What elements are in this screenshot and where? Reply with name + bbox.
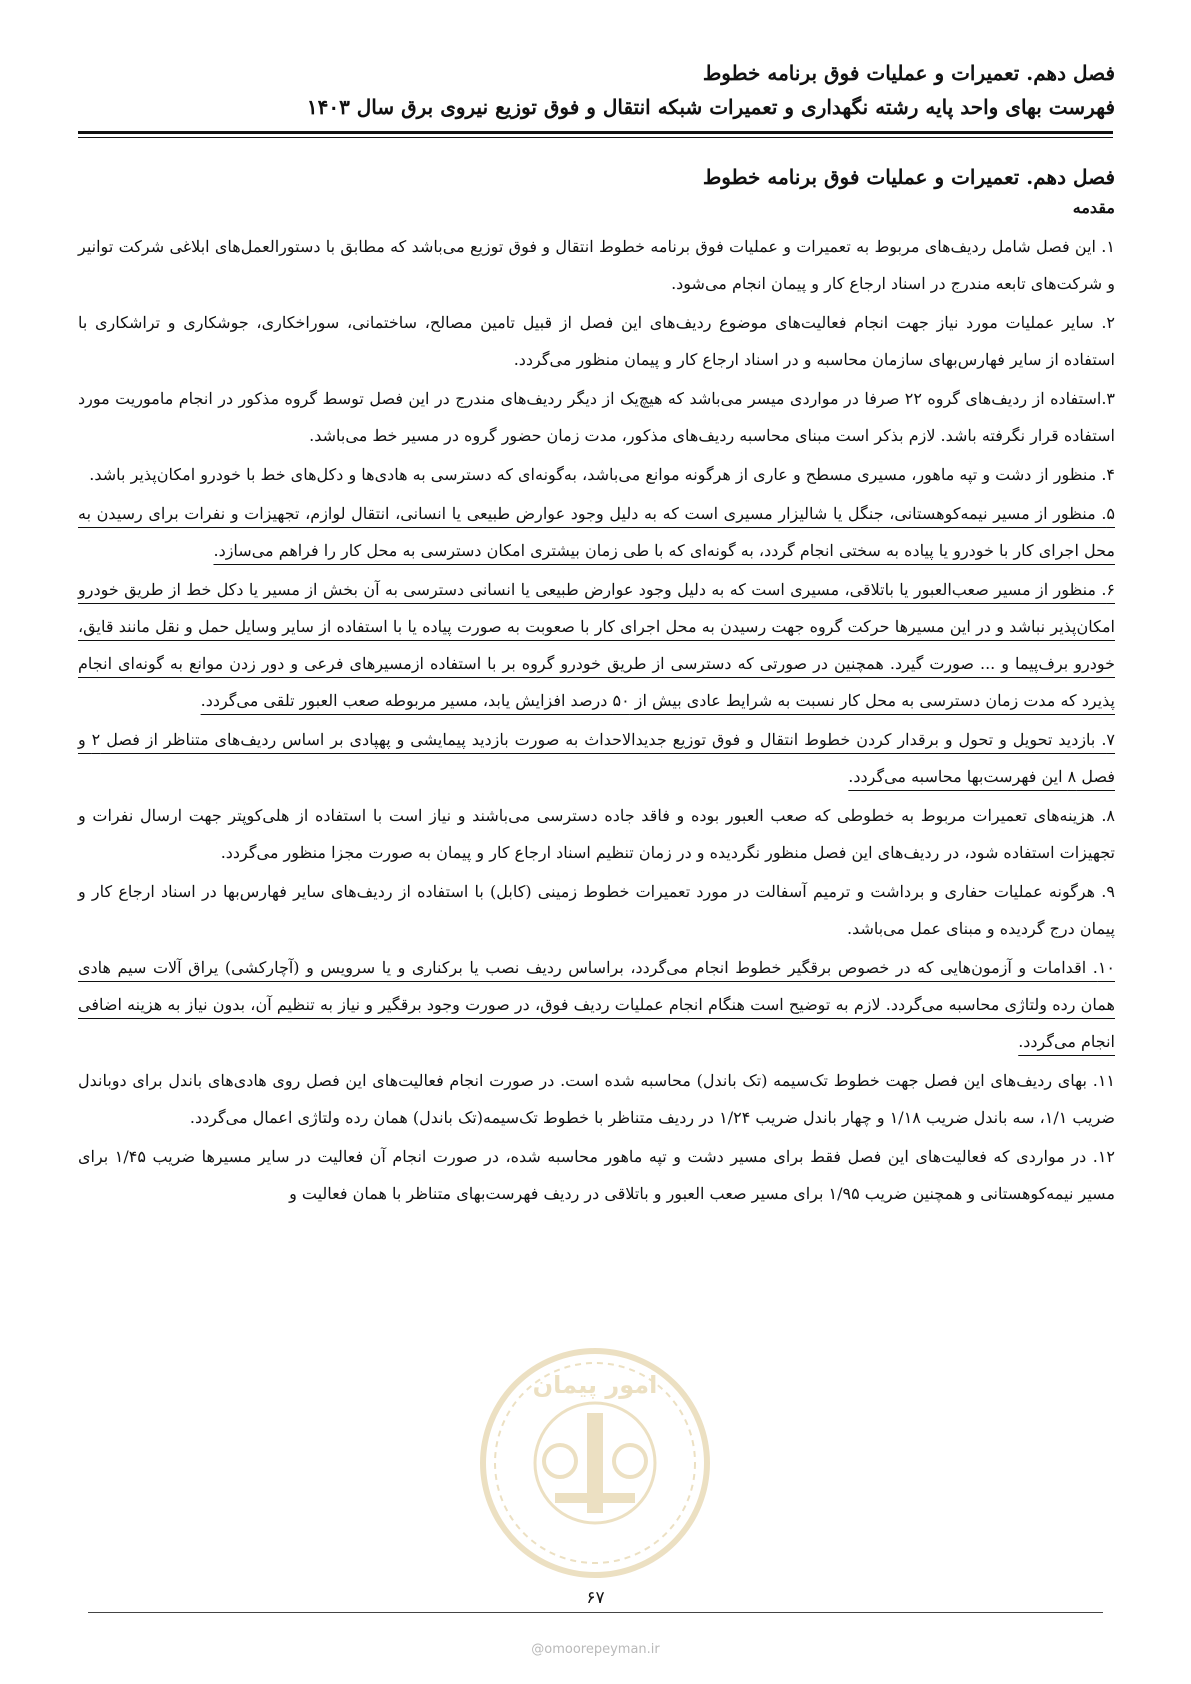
paragraph-7 [78,721,1115,795]
page-number: ۶۷ [586,1588,605,1608]
paragraph-7-text: ۷. بازدید تحویل و تحول و برقدار کردن خطوط انتقال و فوق توزیع جدیدالاحداث به صورت بازدید پیمایشی و پهپادی بر اساس ردیف‌های متناظر از فصل ۲ و فصل ۸ این فهرست‌بها محاسبه می‌گردد. [78,730,1116,786]
header-divider-thin [78,137,1113,138]
paragraph-10 [78,949,1115,1060]
paragraph-3-text: ۳.استفاده از ردیف‌های گروه ۲۲ صرفا در مواردی میسر می‌باشد که هیچ‌یک از دیگر ردیف‌های مندرج در این فصل توسط گروه مذکور در انجام ماموریت مورد استفاده قرار نگرفته باشد. لازم بذکر است مبنای محاسبه ردیف‌های مذکور، مدت زمان حضور گروه در مسیر خط می‌باشد. [78,389,1115,445]
footer-divider [88,1612,1103,1613]
paragraph-6 [78,571,1115,719]
section-title: فصل دهم. تعمیرات و عملیات فوق برنامه خطوط [702,165,1115,189]
paragraph-2-text: ۲. سایر عملیات مورد نیاز جهت انجام فعالیت‌های موضوع ردیف‌های این فصل از قبیل تامین مصالح، ساختمانی، سوراخکاری، جوشکاری و تراشکاری با استفاده از سایر فهارس‌بهای سازمان محاسبه و در اسناد ارجاع کار و پیمان منظور می‌گردد. [78,313,1116,369]
paragraph-3 [78,380,1115,454]
paragraph-4 [78,456,1115,493]
paragraph-10-text: ۱۰. اقدامات و آزمون‌هایی که در خصوص برقگیر خطوط انجام می‌گردد، براساس ردیف نصب یا برکناری و یا سرویس و (آچارکشی) یراق آلات سیم هادی همان رده ولتاژی محاسبه می‌گردد. لازم به توضیح است هنگام انجام عملیات ردیف فوق، در صورت وجود برقگیر و نیاز به تنظیم آن، بدون نیاز به هزینه اضافی انجام می‌گردد. [78,958,1115,1051]
header-chapter-title: فصل دهم. تعمیرات و عملیات فوق برنامه خطوط [702,61,1115,85]
paragraph-1-text: ۱. این فصل شامل ردیف‌های مربوط به تعمیرات و عملیات فوق برنامه خطوط انتقال و فوق توزیع می‌باشد که مطابق با دستورالعمل‌های ابلاغی شرکت توانیر و شرکت‌های تابعه مندرج در اسناد ارجاع کار و پیمان انجام می‌شود. [78,237,1115,293]
paragraph-12-text: ۱۲. در مواردی که فعالیت‌های این فصل فقط برای مسیر دشت و تپه ماهور محاسبه شده، در صورت انجام آن فعالیت در سایر مسیرها ضریب ۱/۴۵ برای مسیر نیمه‌کوهستانی و همچنین ضریب ۱/۹۵ برای مسیر صعب العبور و باتلاقی در ردیف فهرست‌بهای متناظر با همان فعالیت و [78,1147,1116,1203]
paragraph-5 [78,495,1115,569]
page-header [78,58,1115,122]
header-divider-thick [78,131,1113,134]
watermark-seal-icon [475,1343,715,1583]
paragraph-9-text: ۹. هرگونه عملیات حفاری و برداشت و ترمیم آسفالت در مورد تعمیرات خطوط زمینی (کابل) با استفاده از ردیف‌های سایر فهارس‌بها در اسناد ارجاع کار و پیمان درج گردیده و مبنای عمل می‌باشد. [78,882,1115,938]
header-document-title: فهرست بهای واحد پایه رشته نگهداری و تعمیرات شبکه انتقال و فوق توزیع نیروی برق سال ۱۴۰۳ [306,95,1115,119]
paragraph-12 [78,1138,1115,1212]
page-content [78,162,1115,1214]
paragraph-9 [78,873,1115,947]
seal-text: امور پیمان [532,1371,658,1399]
paragraph-2 [78,304,1115,378]
paragraph-11-text: ۱۱. بهای ردیف‌های این فصل جهت خطوط تک‌سیمه (تک باندل) محاسبه شده است. در صورت انجام فعالیت‌های این فصل روی هادی‌های باندل برای دوباندل ضریب ۱/۱، سه باندل ضریب ۱/۱۸ و چهار باندل ضریب ۱/۲۴ در ردیف متناظر با خطوط تک‌سیمه(تک باندل) همان رده ولتاژی اعمال می‌گردد. [78,1071,1115,1127]
paragraph-1 [78,228,1115,302]
paragraph-5-text: ۵. منظور از مسیر نیمه‌کوهستانی، جنگل یا شالیزار مسیری است که به دلیل وجود عوارض طبیعی یا انسانی، انتقال لوازم، تجهیزات و نفرات برای رسیدن به محل اجرای کار با خودرو یا پیاده به سختی انجام گردد، به گونه‌ای که با طی زمان بیشتری امکان دسترسی به محل کار را فراهم می‌سازد. [78,504,1115,560]
paragraph-4-text: ۴. منظور از دشت و تپه ماهور، مسیری مسطح و عاری از هرگونه موانع می‌باشد، به‌گونه‌ای که دسترسی به هادی‌ها و دکل‌های خط با خودرو امکان‌پذیر باشد. [89,465,1115,484]
paragraph-8-text: ۸. هزینه‌های تعمیرات مربوط به خطوطی که صعب العبور بوده و فاقد جاده دسترسی می‌باشند و نیاز است با استفاده از هلی‌کوپتر جهت ارسال نفرات و تجهیزات استفاده شود، در ردیف‌های این فصل منظور نگردیده و در زمان تنظیم اسناد ارجاع کار و پیمان به صورت مجزا منظور می‌گردد. [78,806,1115,862]
watermark-handle: @omoorepeyman.ir [531,1642,660,1657]
paragraph-6-text: ۶. منظور از مسیر صعب‌العبور یا باتلاقی، مسیری است که به دلیل وجود عوارض طبیعی یا انسانی دسترسی به آن بخش از مسیر یا دکل خط از طریق خودرو امکان‌پذیر نباشد و در این مسیرها حرکت گروه جهت رسیدن به محل اجرای کار با صعوبت به صورت پیاده یا با استفاده از سایر وسایل حمل و نقل مانند قایق، خودرو برف‌پیما و ... صورت گیرد. همچنین در صورتی که دسترسی از طریق خودرو گروه بر با استفاده ازمسیرهای فرعی و دور زدن موانع به گونه‌ای انجام پذیرد که مدت زمان دسترسی به محل کار نسبت به شرایط عادی بیش از ۵۰ درصد افزایش یابد، مسیر مربوطه صعب العبور تلقی می‌گردد. [78,580,1115,710]
paragraph-8 [78,797,1115,871]
paragraph-11 [78,1062,1115,1136]
section-subtitle: مقدمه [1072,198,1115,217]
